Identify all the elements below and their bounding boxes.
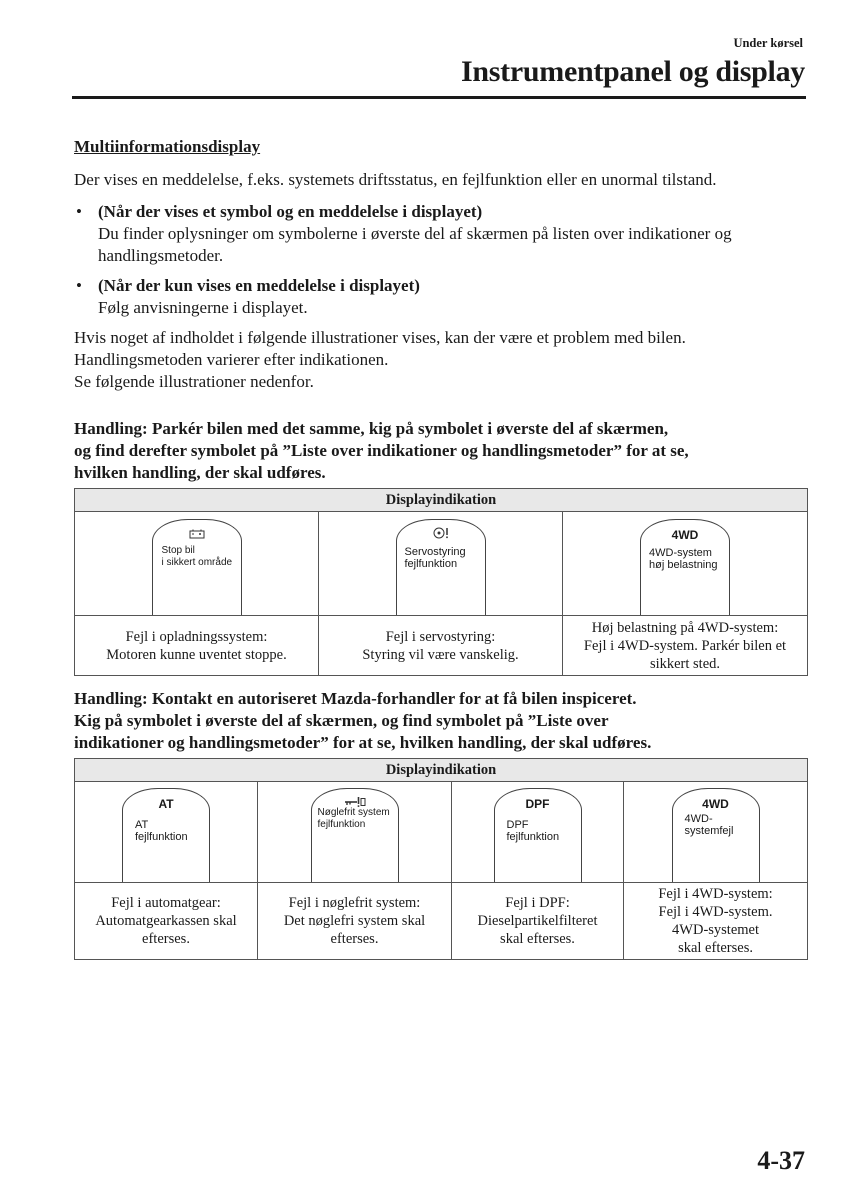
action-line: Handling: Kontakt en autoriseret Mazda-forhandler for at få bilen inspiceret. — [74, 689, 637, 708]
title-rule — [72, 96, 806, 99]
action-line: hvilken handling, der skal udføres. — [74, 463, 326, 482]
caption — [624, 883, 808, 960]
caption-text: Fejl i 4WD-system: Fejl i 4WD-system. 4WD-systemet skal efterses. — [658, 886, 773, 956]
subheading: Multiinformationsdisplay — [74, 137, 261, 156]
display-screen — [640, 519, 730, 615]
action-heading-1 — [74, 418, 809, 484]
action-line: Handling: Parkér bilen med det samme, kig på symbolet i øverste del af skærmen, — [74, 419, 669, 438]
display-message: AT fejlfunktion — [135, 819, 188, 843]
caption-text: Fejl i automatgear: Automatgearkassen skal efterses. — [95, 895, 237, 947]
caption-text: Fejl i servostyring: Styring vil være vanskelig. — [362, 628, 519, 663]
display-message: 4WD-system høj belastning — [649, 547, 718, 571]
bullet-title: (Når der vises et symbol og en meddelelse i displayet) — [98, 202, 483, 221]
table-header: Displayindikation — [75, 759, 808, 782]
display-message: 4WD- systemfejl — [684, 813, 734, 837]
caption — [452, 883, 624, 960]
intro-paragraph: Der vises en meddelelse, f.eks. systemets driftsstatus, en fejlfunktion eller en unormal tilstand. — [74, 170, 717, 189]
action-line: og find derefter symbolet på ”Liste over indikationer og handlingsmetoder” for at se, — [74, 441, 689, 460]
caption — [258, 883, 452, 960]
display-screen — [122, 788, 210, 882]
display-screen — [311, 788, 399, 882]
dpf-symbol: DPF — [525, 797, 550, 811]
display-table-1 — [74, 488, 808, 676]
paragraph-line: Se følgende illustrationer nedenfor. — [74, 372, 314, 391]
caption-text: Fejl i opladningssystem: Motoren kunne uventet stoppe. — [106, 628, 287, 663]
section-label: Under kørsel — [733, 36, 803, 50]
table-header: Displayindikation — [75, 489, 808, 512]
display-message: DPF fejlfunktion — [506, 819, 560, 843]
bullet-item — [74, 275, 809, 319]
page-title: Instrumentpanel og display — [461, 55, 805, 88]
display-screen — [672, 788, 760, 882]
caption — [75, 616, 319, 676]
page-number: 4-37 — [757, 1146, 805, 1175]
action-line: indikationer og handlingsmetoder” for at se, hvilken handling, der skal udføres. — [74, 733, 652, 752]
at-symbol: AT — [158, 797, 174, 811]
caption-text: Fejl i DPF: Dieselpartikelfilteret skal efterses. — [477, 895, 598, 947]
display-illustration — [75, 512, 319, 616]
problem-paragraph — [74, 327, 809, 393]
paragraph-line: Handlingsmetoden varierer efter indikationen. — [74, 350, 389, 369]
action-heading-2 — [74, 688, 809, 754]
4wd-symbol: 4WD — [671, 528, 699, 542]
4wd-symbol: 4WD — [702, 797, 729, 811]
main-content — [74, 136, 809, 960]
display-illustration — [319, 512, 563, 616]
display-illustration — [624, 782, 808, 883]
display-message: Nøglefrit system fejlfunktion — [317, 807, 390, 830]
bullet-title: (Når der kun vises en meddelelse i displayet) — [98, 276, 420, 295]
display-screen — [152, 519, 242, 615]
caption-text: Fejl i nøglefrit system: Det nøglefri system skal efterses. — [283, 895, 426, 947]
display-screen — [396, 519, 486, 615]
bullet-body: Følg anvisningerne i displayet. — [98, 298, 308, 317]
bullet-marker: • — [76, 202, 82, 221]
battery-icon — [153, 524, 241, 546]
power-steering-icon — [397, 524, 485, 546]
bullet-marker: • — [76, 276, 82, 295]
display-illustration — [452, 782, 624, 883]
display-message: Servostyring fejlfunktion — [404, 546, 466, 570]
display-illustration — [75, 782, 258, 883]
caption — [563, 616, 808, 676]
bullet-item — [74, 201, 809, 267]
display-message: Stop bil i sikkert område — [161, 545, 233, 568]
caption — [75, 883, 258, 960]
display-illustration — [258, 782, 452, 883]
display-illustration — [563, 512, 808, 616]
caption-text: Høj belastning på 4WD-system: Fejl i 4WD-system. Parkér bilen et sikkert sted. — [583, 619, 787, 672]
paragraph-line: Hvis noget af indholdet i følgende illustrationer vises, kan der være et problem med bilen. — [74, 328, 686, 347]
caption — [319, 616, 563, 676]
display-table-2 — [74, 758, 808, 960]
display-screen — [494, 788, 582, 882]
bullet-body: Du finder oplysninger om symbolerne i øverste del af skærmen på listen over indikationer og handlingsmetoder. — [98, 224, 732, 265]
action-line: Kig på symbolet i øverste del af skærmen, og find symbolet på ”Liste over — [74, 711, 609, 730]
